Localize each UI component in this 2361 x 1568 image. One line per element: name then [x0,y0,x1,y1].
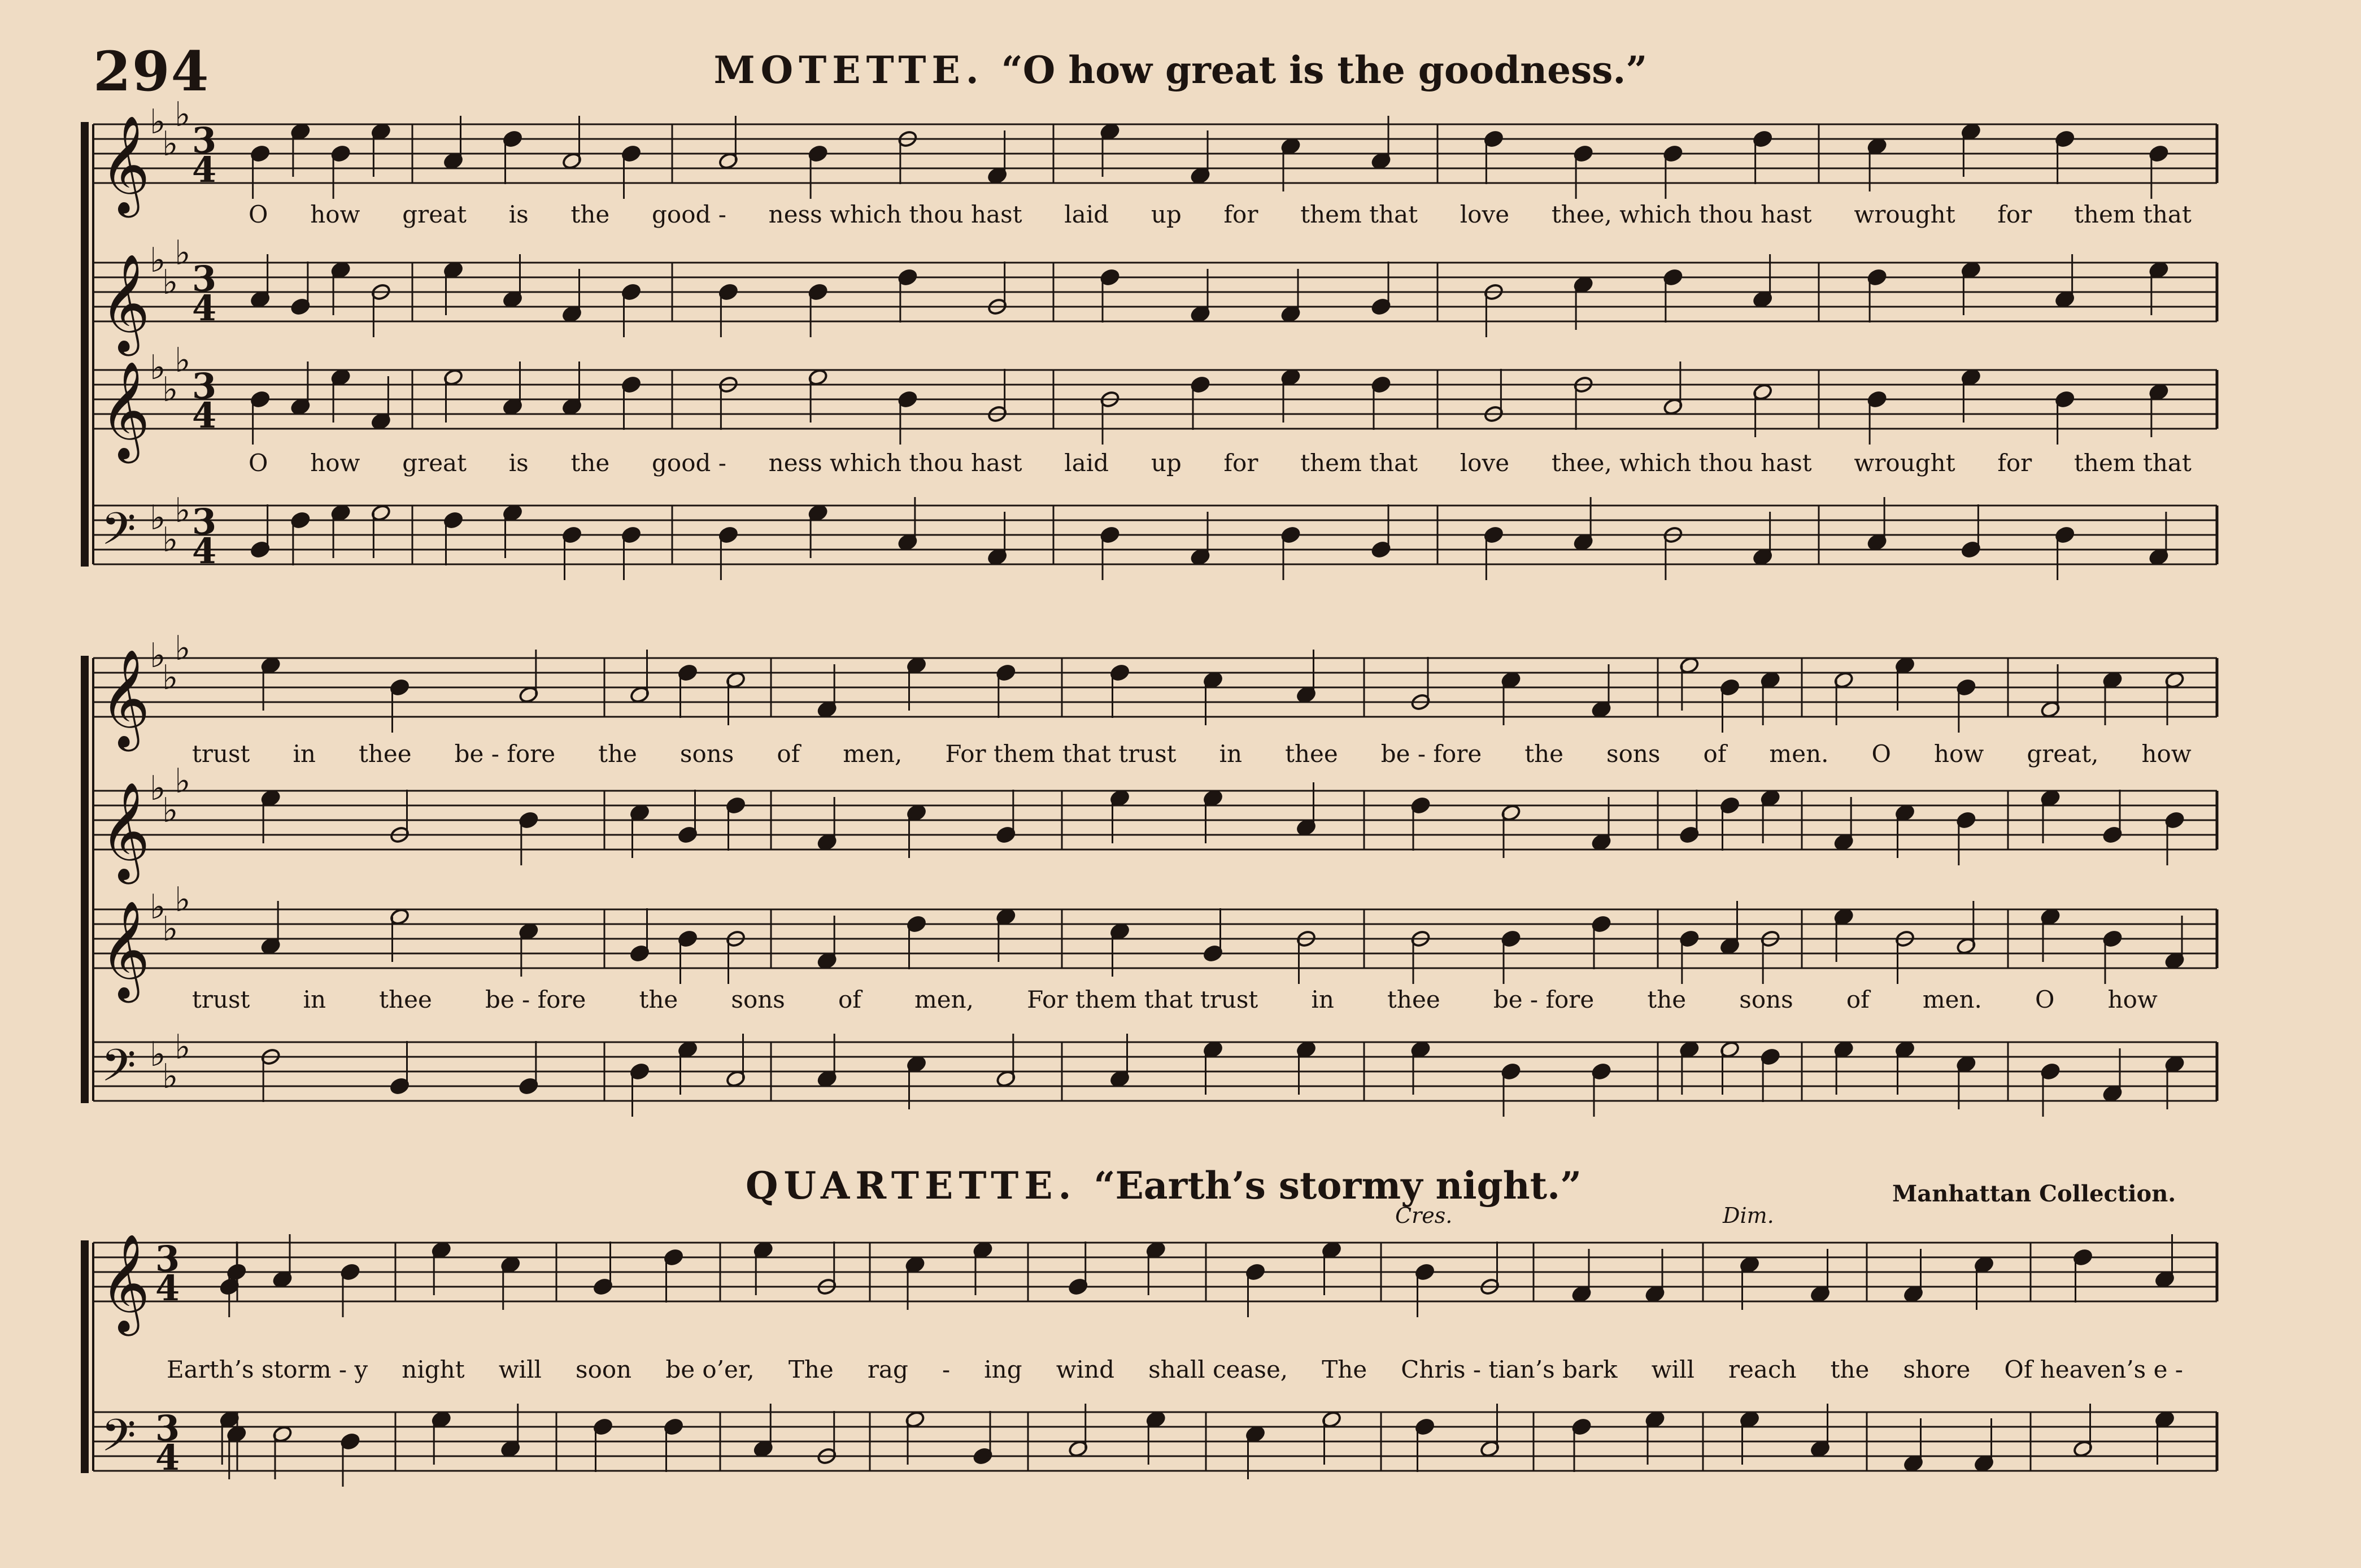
lyric-syllable: soon [576,1356,632,1383]
flat-icon: ♭ [162,520,178,560]
flat-icon: ♭ [150,348,166,387]
flat-icon: ♭ [150,1035,166,1074]
flat-icon: ♭ [150,241,166,280]
flat-icon: ♭ [175,880,191,920]
lyric-syllable: thee [1387,986,1440,1013]
lyric-syllable: ness which thou hast [768,201,1022,228]
treble-clef-icon: 𝄞 [100,361,150,459]
time-signature-top: 3 [155,1408,180,1449]
flat-icon: ♭ [150,636,166,676]
lyric-syllable: in [1311,986,1334,1013]
lyric-syllable: of [1846,986,1870,1013]
lyric-syllable: them that [2074,201,2192,228]
lyric-syllable: thee, which thou hast [1551,201,1812,228]
time-signature-bottom: 4 [192,530,217,572]
lyric-syllable: how [1934,740,1984,768]
lyric-syllable: For them that trust [945,740,1177,768]
bass-clef-icon: 𝄢 [101,1039,136,1103]
lyric-syllable: Earth’s storm - y [167,1356,368,1383]
motette-keyword: MOTETTE. [713,48,985,92]
flat-icon: ♭ [150,102,166,142]
lyric-syllable: ing [984,1356,1022,1383]
treble-clef-icon: 𝄞 [100,649,150,747]
lyric-syllable: is [508,201,529,228]
flat-icon: ♭ [162,909,178,949]
time-signature-top: 3 [192,501,217,542]
lyric-syllable: in [1219,740,1243,768]
lyric-syllable: good - [652,449,726,477]
lyric-syllable: wrought [1854,449,1955,477]
lyric-syllable: wrought [1854,201,1955,228]
dynamic-cres: Cres. [1395,1203,1453,1228]
lyric-syllable: them that [1300,449,1418,477]
lyric-syllable: sons [1606,740,1661,768]
treble-clef-icon: 𝄞 [100,254,150,352]
time-signature-top: 3 [192,120,217,161]
lyric-syllable: trust [192,740,250,768]
lyric-syllable: is [508,449,529,477]
flat-icon: ♭ [175,233,191,273]
lyric-syllable: laid [1064,201,1109,228]
flat-icon: ♭ [175,629,191,668]
lyric-syllable: be - fore [485,986,586,1013]
lyric-syllable: rag [867,1356,908,1383]
flat-icon: ♭ [162,1057,178,1096]
time-signature-bottom: 4 [155,1268,180,1309]
lyric-syllable: in [303,986,326,1013]
time-signature-bottom: 4 [155,1437,180,1478]
lyric-syllable: men. [1922,986,1982,1013]
lyric-syllable: great [402,449,467,477]
lyric-syllable: of [777,740,800,768]
lyric-syllable: love [1460,201,1510,228]
lyric-syllable: wind [1056,1356,1115,1383]
time-signature-bottom: 4 [192,288,217,329]
lyric-syllable: the [1647,986,1687,1013]
lyric-syllable: how [310,449,360,477]
lyric-syllable: for [1223,201,1258,228]
lyric-syllable: thee [1285,740,1338,768]
flat-icon: ♭ [150,498,166,538]
lyric-syllable: O [1871,740,1891,768]
lyric-syllable: sons [731,986,785,1013]
lyric-syllable: shore [1903,1356,1971,1383]
flat-icon: ♭ [162,791,178,830]
lyrics-system3 [167,1356,2183,1383]
lyric-syllable: thee, which thou hast [1551,449,1812,477]
flat-icon: ♭ [162,263,178,302]
time-signature-bottom: 4 [192,149,217,190]
lyric-syllable: the [639,986,678,1013]
bass-clef-icon: 𝄢 [101,503,136,566]
source-credit: Manhattan Collection. [1892,1181,2176,1207]
lyric-syllable: the [570,201,610,228]
flat-icon: ♭ [175,95,191,134]
lyric-syllable: for [1223,449,1258,477]
lyric-syllable: For them that trust [1027,986,1258,1013]
flat-icon: ♭ [175,761,191,801]
time-signature-top: 3 [192,258,217,299]
lyric-syllable: - [942,1356,951,1383]
flat-icon: ♭ [175,491,191,530]
time-signature-top: 3 [192,365,217,407]
lyric-syllable: the [1830,1356,1870,1383]
lyric-syllable: how [2107,986,2158,1013]
treble-clef-icon: 𝄞 [100,1234,150,1332]
lyric-syllable: up [1151,449,1182,477]
flat-icon: ♭ [162,124,178,164]
system-bracket [81,656,89,1103]
lyric-syllable: sons [679,740,734,768]
lyric-syllable: reach [1728,1356,1797,1383]
lyric-syllable: O [249,449,268,477]
lyric-syllable: will [1651,1356,1694,1383]
treble-clef-icon: 𝄞 [100,115,150,214]
lyric-syllable: trust [192,986,250,1013]
lyric-syllable: be - fore [454,740,556,768]
lyric-syllable: O [2035,986,2055,1013]
lyric-syllable: be - fore [1380,740,1482,768]
lyric-syllable: thee [379,986,432,1013]
lyric-syllable: be - fore [1493,986,1595,1013]
system-bracket [81,122,89,567]
lyrics-system1-alto [249,449,2192,477]
flat-icon: ♭ [150,769,166,808]
treble-clef-icon: 𝄞 [100,782,150,880]
lyric-syllable: the [1524,740,1564,768]
lyric-syllable: the [598,740,637,768]
lyric-syllable: Of heaven’s e - [2004,1356,2183,1383]
lyric-syllable: thee [358,740,412,768]
time-signature-bottom: 4 [192,395,217,436]
lyric-syllable: great [402,201,467,228]
lyric-syllable: great, [2027,740,2099,768]
lyric-syllable: for [1997,449,2032,477]
page-number: 294 [93,40,210,103]
quartette-keyword: QUARTETTE. [746,1164,1077,1208]
lyrics-system2-treble [192,740,2192,768]
lyric-syllable: up [1151,201,1182,228]
lyric-syllable: will [498,1356,542,1383]
lyric-syllable: men, [843,740,903,768]
flat-icon: ♭ [175,341,191,380]
lyric-syllable: Chris - tian’s bark [1401,1356,1618,1383]
lyric-syllable: for [1997,201,2032,228]
lyrics-system2-alto [192,986,2158,1013]
lyric-syllable: them that [1300,201,1418,228]
quartette-title: “Earth’s stormy night.” [1094,1164,1582,1208]
lyric-syllable: how [310,201,360,228]
dynamic-dim: Dim. [1723,1203,1774,1228]
lyric-syllable: good - [652,201,726,228]
lyric-syllable: shall cease, [1148,1356,1288,1383]
lyric-syllable: of [1703,740,1727,768]
flat-icon: ♭ [162,658,178,698]
lyric-syllable: them that [2074,449,2192,477]
lyric-syllable: how [2141,740,2192,768]
lyric-syllable: laid [1064,449,1109,477]
lyric-syllable: The [788,1356,834,1383]
lyric-syllable: ness which thou hast [768,449,1022,477]
flat-icon: ♭ [175,1027,191,1067]
motette-title: “O how great is the goodness.” [1001,48,1648,92]
lyric-syllable: the [570,449,610,477]
system-bracket [81,1240,89,1473]
flat-icon: ♭ [150,887,166,927]
lyric-syllable: in [293,740,316,768]
bass-clef-icon: 𝄢 [101,1409,136,1473]
lyric-syllable: night [402,1356,465,1383]
lyrics-system1-treble [249,201,2192,228]
flat-icon: ♭ [162,370,178,410]
lyric-syllable: men, [914,986,974,1013]
lyric-syllable: of [838,986,861,1013]
lyric-syllable: The [1322,1356,1367,1383]
lyric-syllable: O [249,201,268,228]
lyric-syllable: be o’er, [665,1356,755,1383]
lyric-syllable: love [1460,449,1510,477]
time-signature-top: 3 [155,1238,180,1279]
treble-clef-icon: 𝄞 [100,900,150,999]
lyric-syllable: men. [1769,740,1829,768]
lyric-syllable: sons [1739,986,1793,1013]
